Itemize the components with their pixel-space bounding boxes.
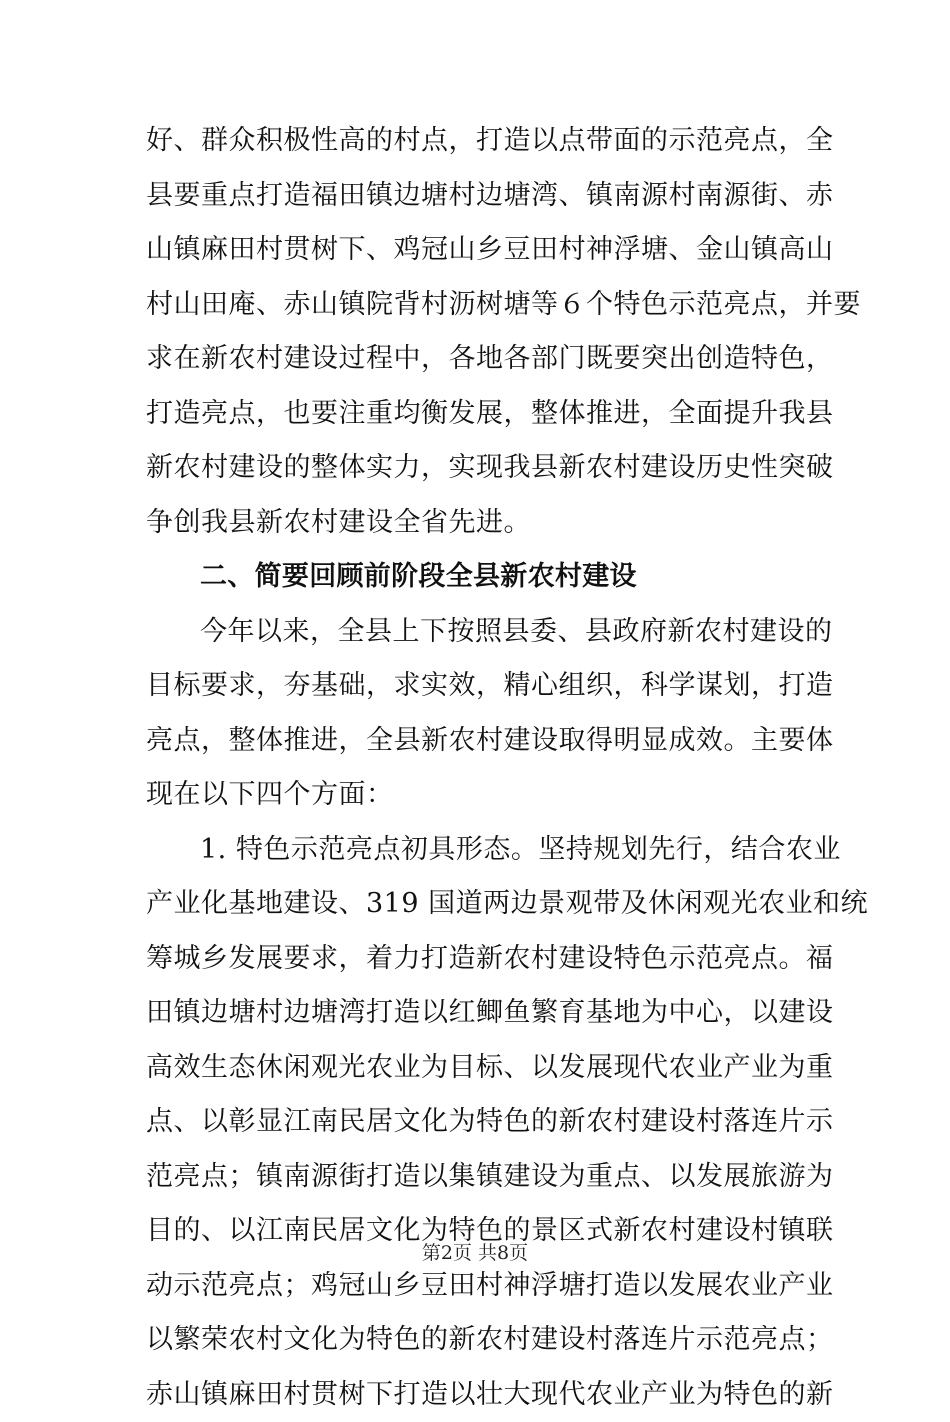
text-line: 山镇麻田村贯树下、鸡冠山乡豆田村神浮塘、金山镇高山 (146, 223, 806, 278)
paragraph-first-line: 1. 特色示范亮点初具形态。坚持规划先行，结合农业 (146, 823, 806, 878)
text-line: 新农村建设的整体实力，实现我县新农村建设历史性突破 (146, 441, 806, 496)
page-footer (0, 1238, 950, 1265)
text-line: 赤山镇麻田村贯树下打造以壮大现代农业产业为特色的新 (146, 1368, 806, 1422)
text-line: 范亮点；镇南源街打造以集镇建设为重点、以发展旅游为 (146, 1150, 806, 1205)
text-line: 目的、以江南民居文化为特色的景区式新农村建设村镇联 (146, 1204, 806, 1259)
text-line: 点、以彰显江南民居文化为特色的新农村建设村落连片示 (146, 1095, 806, 1150)
page-number: 第2页 共8页 (422, 1242, 528, 1264)
text-line: 争创我县新农村建设全省先进。 (146, 496, 806, 551)
text-line: 筹城乡发展要求，着力打造新农村建设特色示范亮点。福 (146, 932, 806, 987)
text-line: 田镇边塘村边塘湾打造以红鲫鱼繁育基地为中心，以建设 (146, 986, 806, 1041)
text-line: 好、群众积极性高的村点，打造以点带面的示范亮点，全 (146, 114, 806, 169)
text-line: 亮点，整体推进，全县新农村建设取得明显成效。主要体 (146, 714, 806, 769)
text-line: 目标要求，夯基础，求实效，精心组织，科学谋划，打造 (146, 659, 806, 714)
paragraph-first-line: 今年以来，全县上下按照县委、县政府新农村建设的 (146, 605, 806, 660)
text-line: 村山田庵、赤山镇院背村沥树塘等６个特色示范亮点，并要 (146, 278, 806, 333)
section-heading: 二、简要回顾前阶段全县新农村建设 (146, 550, 806, 605)
text-line: 现在以下四个方面： (146, 768, 806, 823)
text-line: 县要重点打造福田镇边塘村边塘湾、镇南源村南源街、赤 (146, 169, 806, 224)
text-line: 高效生态休闲观光农业为目标、以发展现代农业产业为重 (146, 1041, 806, 1096)
text-line: 打造亮点，也要注重均衡发展，整体推进，全面提升我县 (146, 387, 806, 442)
text-line: 以繁荣农村文化为特色的新农村建设村落连片示范亮点； (146, 1313, 806, 1368)
text-line: 动示范亮点；鸡冠山乡豆田村神浮塘打造以发展农业产业 (146, 1259, 806, 1314)
text-line: 产业化基地建设、319 国道两边景观带及休闲观光农业和统 (146, 877, 806, 932)
text-line: 求在新农村建设过程中，各地各部门既要突出创造特色， (146, 332, 806, 387)
body-text (146, 114, 806, 1422)
